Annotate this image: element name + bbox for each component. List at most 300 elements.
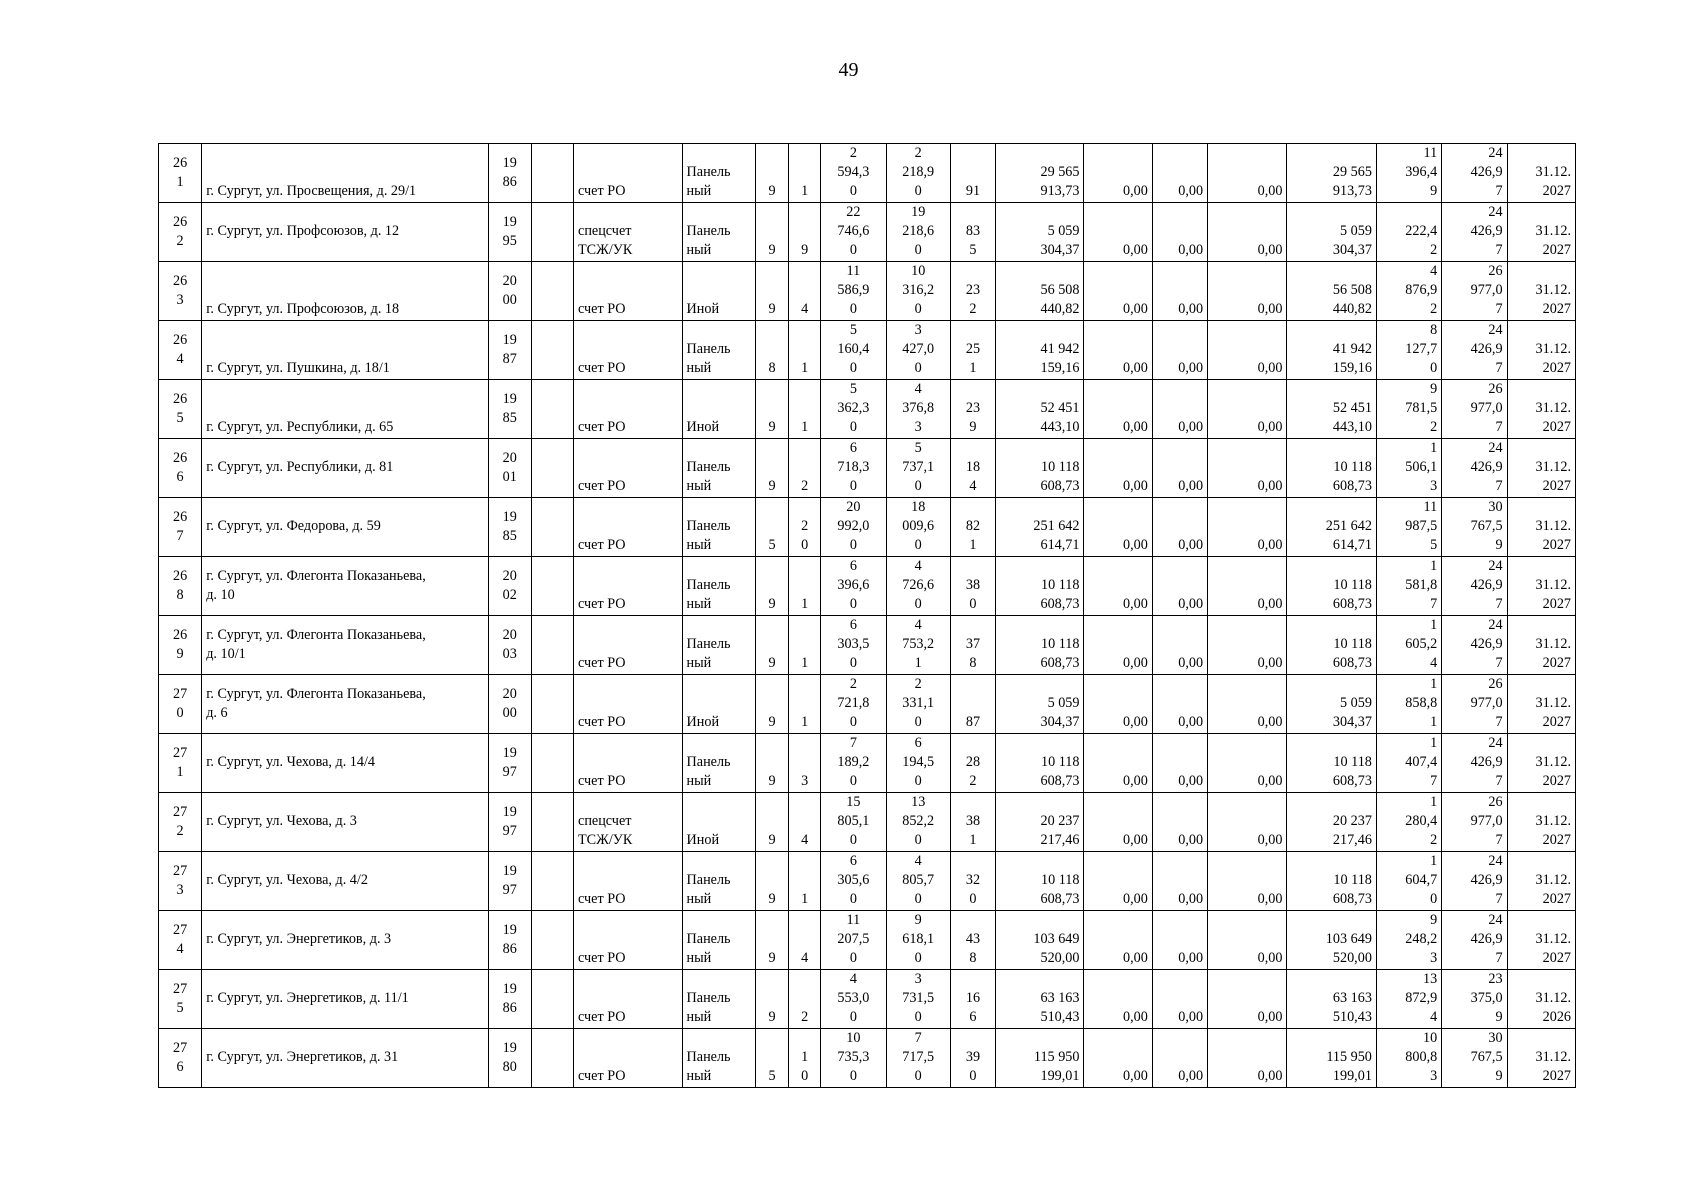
table-row xyxy=(159,498,1576,557)
cost-municipal-value: 0,00 xyxy=(1257,891,1283,907)
cell-cost-total xyxy=(996,852,1084,911)
cell-entrances xyxy=(789,852,821,911)
row-number-value: 26 2 xyxy=(173,213,188,249)
cell-fund-method xyxy=(574,911,683,970)
fund-method-value: счет РО xyxy=(578,183,626,199)
cost-owners-value: 10 118 608,73 xyxy=(1332,577,1372,612)
cell-cost-regional xyxy=(1152,557,1207,616)
cell-cost-total xyxy=(996,557,1084,616)
cost-regional-value: 0,00 xyxy=(1178,419,1204,435)
cell-cost-total xyxy=(996,380,1084,439)
fund-method-value: спецсчет ТСЖ/УК xyxy=(578,813,633,848)
fund-method-value: счет РО xyxy=(578,537,626,553)
cell-empty-cell xyxy=(531,616,573,675)
cell-living-area xyxy=(886,262,950,321)
cell-cost-owners xyxy=(1287,970,1376,1029)
cost-specific-value: 1 407,4 7 xyxy=(1405,735,1438,789)
cell-year-built xyxy=(488,793,531,852)
cell-entrances xyxy=(789,734,821,793)
cell-cost-max xyxy=(1442,498,1507,557)
cell-year-built xyxy=(488,852,531,911)
completion-date-value: 31.12. 2027 xyxy=(1535,931,1571,966)
cell-total-area xyxy=(821,793,886,852)
cell-floors xyxy=(755,852,788,911)
cell-cost-max xyxy=(1442,970,1507,1029)
cell-completion-date xyxy=(1507,321,1575,380)
cost-federal-value: 0,00 xyxy=(1122,773,1148,789)
floors-value: 9 xyxy=(768,183,776,199)
cost-total-value: 29 565 913,73 xyxy=(1040,164,1080,199)
cost-total-value: 20 237 217,46 xyxy=(1040,813,1080,848)
cell-cost-regional xyxy=(1152,675,1207,734)
wall-material-value: Панель ный xyxy=(686,164,731,199)
address-value: г. Сургут, ул. Чехова, д. 3 xyxy=(206,813,357,829)
address-value: г. Сургут, ул. Федорова, д. 59 xyxy=(206,518,381,534)
residents-value: 39 0 xyxy=(965,1049,981,1084)
cell-entrances xyxy=(789,557,821,616)
cell-cost-federal xyxy=(1084,498,1152,557)
cell-cost-regional xyxy=(1152,144,1207,203)
cell-row-number xyxy=(159,970,202,1029)
cost-owners-value: 10 118 608,73 xyxy=(1332,872,1372,907)
cell-completion-date xyxy=(1507,498,1575,557)
cell-cost-federal xyxy=(1084,380,1152,439)
fund-method-value: счет РО xyxy=(578,478,626,494)
cell-floors xyxy=(755,911,788,970)
cell-cost-specific xyxy=(1376,911,1441,970)
cell-fund-method xyxy=(574,321,683,380)
cell-cost-federal xyxy=(1084,852,1152,911)
cell-fund-method xyxy=(574,1029,683,1088)
cell-completion-date xyxy=(1507,557,1575,616)
cell-cost-regional xyxy=(1152,911,1207,970)
fund-method-value: счет РО xyxy=(578,1009,626,1025)
year-built-value: 20 03 xyxy=(502,626,517,662)
table-row xyxy=(159,852,1576,911)
cell-floors xyxy=(755,144,788,203)
wall-material-value: Панель ный xyxy=(686,341,731,376)
entrances-value: 1 xyxy=(801,655,809,671)
address-value: г. Сургут, ул. Энергетиков, д. 3 xyxy=(206,931,392,947)
address-value: г. Сургут, ул. Чехова, д. 4/2 xyxy=(206,872,368,888)
floors-value: 9 xyxy=(768,714,776,730)
cost-regional-value: 0,00 xyxy=(1178,301,1204,317)
residents-value: 43 8 xyxy=(965,931,981,966)
cell-fund-method xyxy=(574,734,683,793)
cell-wall-material xyxy=(682,616,755,675)
year-built-value: 19 86 xyxy=(502,921,517,957)
cell-fund-method xyxy=(574,380,683,439)
table-row xyxy=(159,970,1576,1029)
wall-material-value: Панель ный xyxy=(686,754,731,789)
residents-value: 37 8 xyxy=(965,636,981,671)
cell-residents xyxy=(950,675,995,734)
cost-max-value: 24 426,9 7 xyxy=(1470,204,1503,258)
cell-address xyxy=(202,911,488,970)
total-area-value: 22 746,6 0 xyxy=(837,204,870,258)
address-value: г. Сургут, ул. Флегонта Показаньева, д. 10 xyxy=(206,567,426,603)
fund-method-value: спецсчет ТСЖ/УК xyxy=(578,223,633,258)
cell-completion-date xyxy=(1507,439,1575,498)
completion-date-value: 31.12. 2027 xyxy=(1535,636,1571,671)
cell-cost-owners xyxy=(1287,852,1376,911)
cell-year-built xyxy=(488,380,531,439)
cell-cost-regional xyxy=(1152,793,1207,852)
cell-wall-material xyxy=(682,734,755,793)
year-built-value: 19 86 xyxy=(502,980,517,1016)
cell-cost-municipal xyxy=(1208,144,1287,203)
cost-regional-value: 0,00 xyxy=(1178,537,1204,553)
cell-cost-federal xyxy=(1084,203,1152,262)
cell-fund-method xyxy=(574,616,683,675)
cost-owners-value: 56 508 440,82 xyxy=(1332,282,1372,317)
cost-municipal-value: 0,00 xyxy=(1257,301,1283,317)
cell-floors xyxy=(755,203,788,262)
cell-wall-material xyxy=(682,557,755,616)
cost-regional-value: 0,00 xyxy=(1178,360,1204,376)
cost-municipal-value: 0,00 xyxy=(1257,183,1283,199)
cost-specific-value: 9 781,5 2 xyxy=(1405,381,1438,435)
cost-municipal-value: 0,00 xyxy=(1257,537,1283,553)
cell-empty-cell xyxy=(531,203,573,262)
cell-fund-method xyxy=(574,262,683,321)
cell-cost-owners xyxy=(1287,616,1376,675)
cell-wall-material xyxy=(682,970,755,1029)
cell-cost-max xyxy=(1442,852,1507,911)
cell-cost-max xyxy=(1442,675,1507,734)
completion-date-value: 31.12. 2027 xyxy=(1535,341,1571,376)
cost-max-value: 24 426,9 7 xyxy=(1470,912,1503,966)
cell-year-built xyxy=(488,734,531,793)
residents-value: 91 xyxy=(965,183,981,199)
residents-value: 38 0 xyxy=(965,577,981,612)
cell-cost-max xyxy=(1442,380,1507,439)
address-value: г. Сургут, ул. Энергетиков, д. 31 xyxy=(206,1049,399,1065)
cell-cost-regional xyxy=(1152,734,1207,793)
cell-cost-regional xyxy=(1152,380,1207,439)
completion-date-value: 31.12. 2027 xyxy=(1535,577,1571,612)
cell-cost-regional xyxy=(1152,321,1207,380)
cell-total-area xyxy=(821,734,886,793)
cell-cost-specific xyxy=(1376,734,1441,793)
cell-residents xyxy=(950,144,995,203)
completion-date-value: 31.12. 2027 xyxy=(1535,282,1571,317)
floors-value: 9 xyxy=(768,832,776,848)
cell-cost-federal xyxy=(1084,675,1152,734)
year-built-value: 20 00 xyxy=(502,685,517,721)
cell-residents xyxy=(950,793,995,852)
cost-regional-value: 0,00 xyxy=(1178,655,1204,671)
cell-empty-cell xyxy=(531,321,573,380)
fund-method-value: счет РО xyxy=(578,360,626,376)
fund-method-value: счет РО xyxy=(578,655,626,671)
cell-cost-specific xyxy=(1376,439,1441,498)
floors-value: 9 xyxy=(768,950,776,966)
total-area-value: 5 160,4 0 xyxy=(837,322,870,376)
year-built-value: 19 86 xyxy=(502,154,517,190)
cell-row-number xyxy=(159,439,202,498)
cell-empty-cell xyxy=(531,675,573,734)
cell-cost-regional xyxy=(1152,262,1207,321)
year-built-value: 19 97 xyxy=(502,862,517,898)
cell-cost-specific xyxy=(1376,144,1441,203)
cell-cost-municipal xyxy=(1208,557,1287,616)
cost-regional-value: 0,00 xyxy=(1178,478,1204,494)
table-row xyxy=(159,734,1576,793)
cell-address xyxy=(202,144,488,203)
cost-max-value: 26 977,0 7 xyxy=(1470,263,1503,317)
completion-date-value: 31.12. 2027 xyxy=(1535,872,1571,907)
row-number-value: 27 2 xyxy=(173,803,188,839)
cell-address xyxy=(202,1029,488,1088)
cell-empty-cell xyxy=(531,144,573,203)
cell-fund-method xyxy=(574,557,683,616)
cell-entrances xyxy=(789,911,821,970)
cell-cost-regional xyxy=(1152,1029,1207,1088)
cost-max-value: 24 426,9 7 xyxy=(1470,735,1503,789)
cell-cost-specific xyxy=(1376,203,1441,262)
cost-municipal-value: 0,00 xyxy=(1257,714,1283,730)
cell-wall-material xyxy=(682,380,755,439)
cost-federal-value: 0,00 xyxy=(1122,419,1148,435)
cell-fund-method xyxy=(574,498,683,557)
cell-cost-owners xyxy=(1287,144,1376,203)
cost-federal-value: 0,00 xyxy=(1122,714,1148,730)
total-area-value: 2 721,8 0 xyxy=(837,676,870,730)
cost-owners-value: 115 950 199,01 xyxy=(1326,1049,1372,1084)
wall-material-value: Иной xyxy=(686,419,720,435)
residents-value: 23 2 xyxy=(965,282,981,317)
fund-method-value: счет РО xyxy=(578,419,626,435)
address-value: г. Сургут, ул. Пушкина, д. 18/1 xyxy=(206,360,390,376)
table-row xyxy=(159,1029,1576,1088)
living-area-value: 18 009,6 0 xyxy=(902,499,935,553)
cell-empty-cell xyxy=(531,911,573,970)
cell-cost-municipal xyxy=(1208,439,1287,498)
wall-material-value: Панель ный xyxy=(686,636,731,671)
cell-total-area xyxy=(821,203,886,262)
total-area-value: 4 553,0 0 xyxy=(837,971,870,1025)
cost-federal-value: 0,00 xyxy=(1122,183,1148,199)
cell-wall-material xyxy=(682,439,755,498)
floors-value: 9 xyxy=(768,891,776,907)
entrances-value: 4 xyxy=(801,950,809,966)
cell-year-built xyxy=(488,439,531,498)
cell-cost-municipal xyxy=(1208,675,1287,734)
cell-cost-specific xyxy=(1376,970,1441,1029)
cost-owners-value: 10 118 608,73 xyxy=(1332,754,1372,789)
cost-federal-value: 0,00 xyxy=(1122,950,1148,966)
cell-entrances xyxy=(789,321,821,380)
wall-material-value: Панель ный xyxy=(686,872,731,907)
cost-specific-value: 4 876,9 2 xyxy=(1405,263,1438,317)
cell-address xyxy=(202,439,488,498)
cell-entrances xyxy=(789,970,821,1029)
cell-fund-method xyxy=(574,144,683,203)
year-built-value: 19 85 xyxy=(502,390,517,426)
cell-residents xyxy=(950,439,995,498)
cell-address xyxy=(202,793,488,852)
address-value: г. Сургут, ул. Профсоюзов, д. 18 xyxy=(206,301,400,317)
floors-value: 5 xyxy=(768,537,776,553)
cell-cost-max xyxy=(1442,144,1507,203)
cost-specific-value: 1 604,7 0 xyxy=(1405,853,1438,907)
total-area-value: 10 735,3 0 xyxy=(837,1030,870,1084)
living-area-value: 3 427,0 0 xyxy=(902,322,935,376)
cell-cost-specific xyxy=(1376,616,1441,675)
cost-owners-value: 41 942 159,16 xyxy=(1332,341,1372,376)
cost-owners-value: 251 642 614,71 xyxy=(1325,518,1372,553)
cell-year-built xyxy=(488,911,531,970)
cell-cost-total xyxy=(996,970,1084,1029)
cost-owners-value: 103 649 520,00 xyxy=(1325,931,1372,966)
cell-cost-owners xyxy=(1287,262,1376,321)
cost-specific-value: 11 987,5 5 xyxy=(1405,499,1438,553)
cell-residents xyxy=(950,380,995,439)
cost-federal-value: 0,00 xyxy=(1122,655,1148,671)
cell-wall-material xyxy=(682,321,755,380)
cell-completion-date xyxy=(1507,616,1575,675)
cell-total-area xyxy=(821,262,886,321)
cost-owners-value: 10 118 608,73 xyxy=(1332,636,1372,671)
cell-row-number xyxy=(159,1029,202,1088)
cell-year-built xyxy=(488,1029,531,1088)
completion-date-value: 31.12. 2027 xyxy=(1535,518,1571,553)
cell-cost-total xyxy=(996,1029,1084,1088)
cell-address xyxy=(202,734,488,793)
cell-entrances xyxy=(789,616,821,675)
total-area-value: 6 718,3 0 xyxy=(837,440,870,494)
floors-value: 5 xyxy=(768,1068,776,1084)
cell-row-number xyxy=(159,321,202,380)
cell-wall-material xyxy=(682,675,755,734)
floors-value: 9 xyxy=(768,242,776,258)
year-built-value: 19 95 xyxy=(502,213,517,249)
cell-empty-cell xyxy=(531,734,573,793)
row-number-value: 27 5 xyxy=(173,980,188,1016)
cell-cost-specific xyxy=(1376,1029,1441,1088)
residents-value: 38 1 xyxy=(965,813,981,848)
table-row xyxy=(159,557,1576,616)
entrances-value: 4 xyxy=(801,301,809,317)
wall-material-value: Иной xyxy=(686,714,720,730)
cost-max-value: 24 426,9 7 xyxy=(1470,145,1503,199)
row-number-value: 26 8 xyxy=(173,567,188,603)
cell-entrances xyxy=(789,439,821,498)
living-area-value: 6 194,5 0 xyxy=(902,735,935,789)
cost-total-value: 10 118 608,73 xyxy=(1040,577,1080,612)
cell-address xyxy=(202,970,488,1029)
cell-cost-federal xyxy=(1084,557,1152,616)
cost-federal-value: 0,00 xyxy=(1122,1068,1148,1084)
living-area-value: 9 618,1 0 xyxy=(902,912,935,966)
cell-empty-cell xyxy=(531,1029,573,1088)
cell-total-area xyxy=(821,852,886,911)
cost-federal-value: 0,00 xyxy=(1122,596,1148,612)
cell-address xyxy=(202,380,488,439)
living-area-value: 2 218,9 0 xyxy=(902,145,935,199)
cell-cost-owners xyxy=(1287,911,1376,970)
living-area-value: 3 731,5 0 xyxy=(902,971,935,1025)
cell-address xyxy=(202,203,488,262)
floors-value: 8 xyxy=(768,360,776,376)
cell-completion-date xyxy=(1507,203,1575,262)
cell-cost-municipal xyxy=(1208,734,1287,793)
wall-material-value: Панель ный xyxy=(686,459,731,494)
cell-empty-cell xyxy=(531,262,573,321)
cell-completion-date xyxy=(1507,675,1575,734)
cost-municipal-value: 0,00 xyxy=(1257,1009,1283,1025)
residents-value: 28 2 xyxy=(965,754,981,789)
cell-completion-date xyxy=(1507,793,1575,852)
row-number-value: 26 3 xyxy=(173,272,188,308)
table-row xyxy=(159,616,1576,675)
cell-cost-max xyxy=(1442,616,1507,675)
residents-value: 18 4 xyxy=(965,459,981,494)
cell-row-number xyxy=(159,203,202,262)
living-area-value: 4 753,2 1 xyxy=(902,617,935,671)
cell-cost-federal xyxy=(1084,911,1152,970)
cost-total-value: 10 118 608,73 xyxy=(1040,754,1080,789)
cell-empty-cell xyxy=(531,970,573,1029)
total-area-value: 11 207,5 0 xyxy=(837,912,870,966)
residents-value: 87 xyxy=(965,714,981,730)
cell-floors xyxy=(755,675,788,734)
living-area-value: 5 737,1 0 xyxy=(902,440,935,494)
cell-cost-specific xyxy=(1376,498,1441,557)
total-area-value: 5 362,3 0 xyxy=(837,381,870,435)
cell-completion-date xyxy=(1507,970,1575,1029)
row-number-value: 26 1 xyxy=(173,154,188,190)
cell-floors xyxy=(755,439,788,498)
cost-municipal-value: 0,00 xyxy=(1257,419,1283,435)
cell-living-area xyxy=(886,852,950,911)
entrances-value: 4 xyxy=(801,832,809,848)
cell-fund-method xyxy=(574,793,683,852)
table-row xyxy=(159,675,1576,734)
cell-living-area xyxy=(886,380,950,439)
cost-max-value: 24 426,9 7 xyxy=(1470,440,1503,494)
cell-residents xyxy=(950,498,995,557)
fund-method-value: счет РО xyxy=(578,773,626,789)
cost-federal-value: 0,00 xyxy=(1122,478,1148,494)
cell-living-area xyxy=(886,1029,950,1088)
cell-cost-federal xyxy=(1084,262,1152,321)
total-area-value: 11 586,9 0 xyxy=(837,263,870,317)
cost-total-value: 5 059 304,37 xyxy=(1040,695,1080,730)
cost-total-value: 10 118 608,73 xyxy=(1040,636,1080,671)
entrances-value: 3 xyxy=(801,773,809,789)
register-body xyxy=(159,144,1576,1088)
cost-regional-value: 0,00 xyxy=(1178,891,1204,907)
completion-date-value: 31.12. 2027 xyxy=(1535,813,1571,848)
cell-cost-regional xyxy=(1152,203,1207,262)
cell-cost-owners xyxy=(1287,793,1376,852)
cost-max-value: 24 426,9 7 xyxy=(1470,322,1503,376)
year-built-value: 20 02 xyxy=(502,567,517,603)
living-area-value: 4 376,8 3 xyxy=(902,381,935,435)
cell-cost-federal xyxy=(1084,1029,1152,1088)
fund-method-value: счет РО xyxy=(578,596,626,612)
completion-date-value: 31.12. 2027 xyxy=(1535,754,1571,789)
cell-living-area xyxy=(886,911,950,970)
cost-municipal-value: 0,00 xyxy=(1257,950,1283,966)
cell-address xyxy=(202,675,488,734)
cell-cost-federal xyxy=(1084,734,1152,793)
total-area-value: 15 805,1 0 xyxy=(837,794,870,848)
residents-value: 32 0 xyxy=(965,872,981,907)
cost-max-value: 26 977,0 7 xyxy=(1470,676,1503,730)
